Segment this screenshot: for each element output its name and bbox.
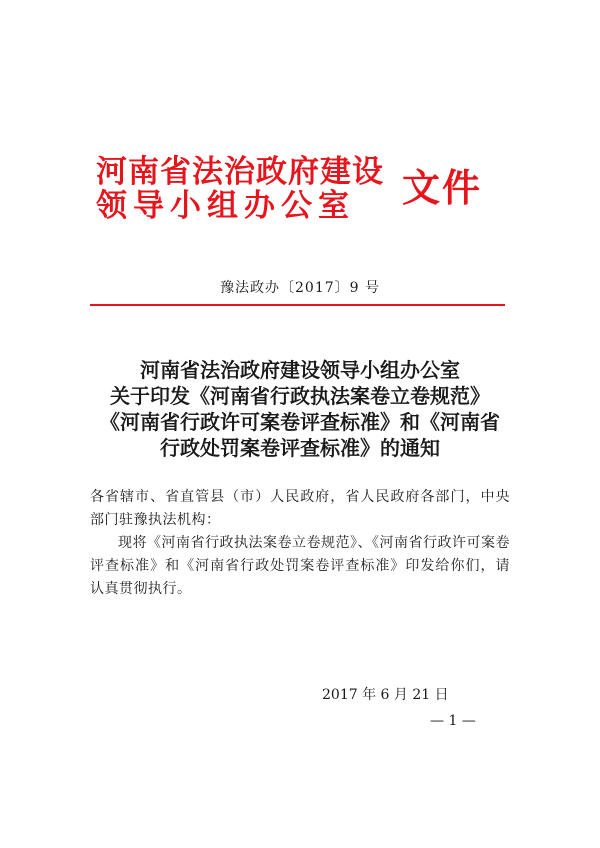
page-number: — 1 — xyxy=(430,713,476,729)
title-line-1: 河南省法治政府建设领导小组办公室 xyxy=(140,358,460,382)
document-body xyxy=(90,486,510,601)
issuing-authority-line2: 领导小组办公室 xyxy=(96,188,355,224)
title-line-3: 《河南省行政许可案卷评查标准》和《河南省 xyxy=(100,410,500,434)
document-header xyxy=(96,152,516,232)
issue-date: 2017 年 6 月 21 日 xyxy=(322,687,449,703)
salutation: 各省辖市、省直管县（市）人民政府，省人民政府各部门，中央部门驻豫执法机构： xyxy=(90,489,510,528)
issuing-authority-line1: 河南省法治政府建设 xyxy=(96,154,384,190)
body-paragraph: 现将《河南省行政执法案卷立卷规范》、《河南省行政许可案卷评查标准》和《河南省行政处罚案卷评查标准》印发给你们，请认真贯彻执行。 xyxy=(90,535,510,597)
document-type-label: 文件 xyxy=(402,165,483,210)
document-number: 豫法政办〔2017〕9 号 xyxy=(220,280,380,296)
header-red-rule xyxy=(90,304,505,306)
document-title xyxy=(60,357,540,461)
title-line-4: 行政处罚案卷评查标准》的通知 xyxy=(160,436,440,460)
title-line-2: 关于印发《河南省行政执法案卷立卷规范》 xyxy=(110,384,490,408)
